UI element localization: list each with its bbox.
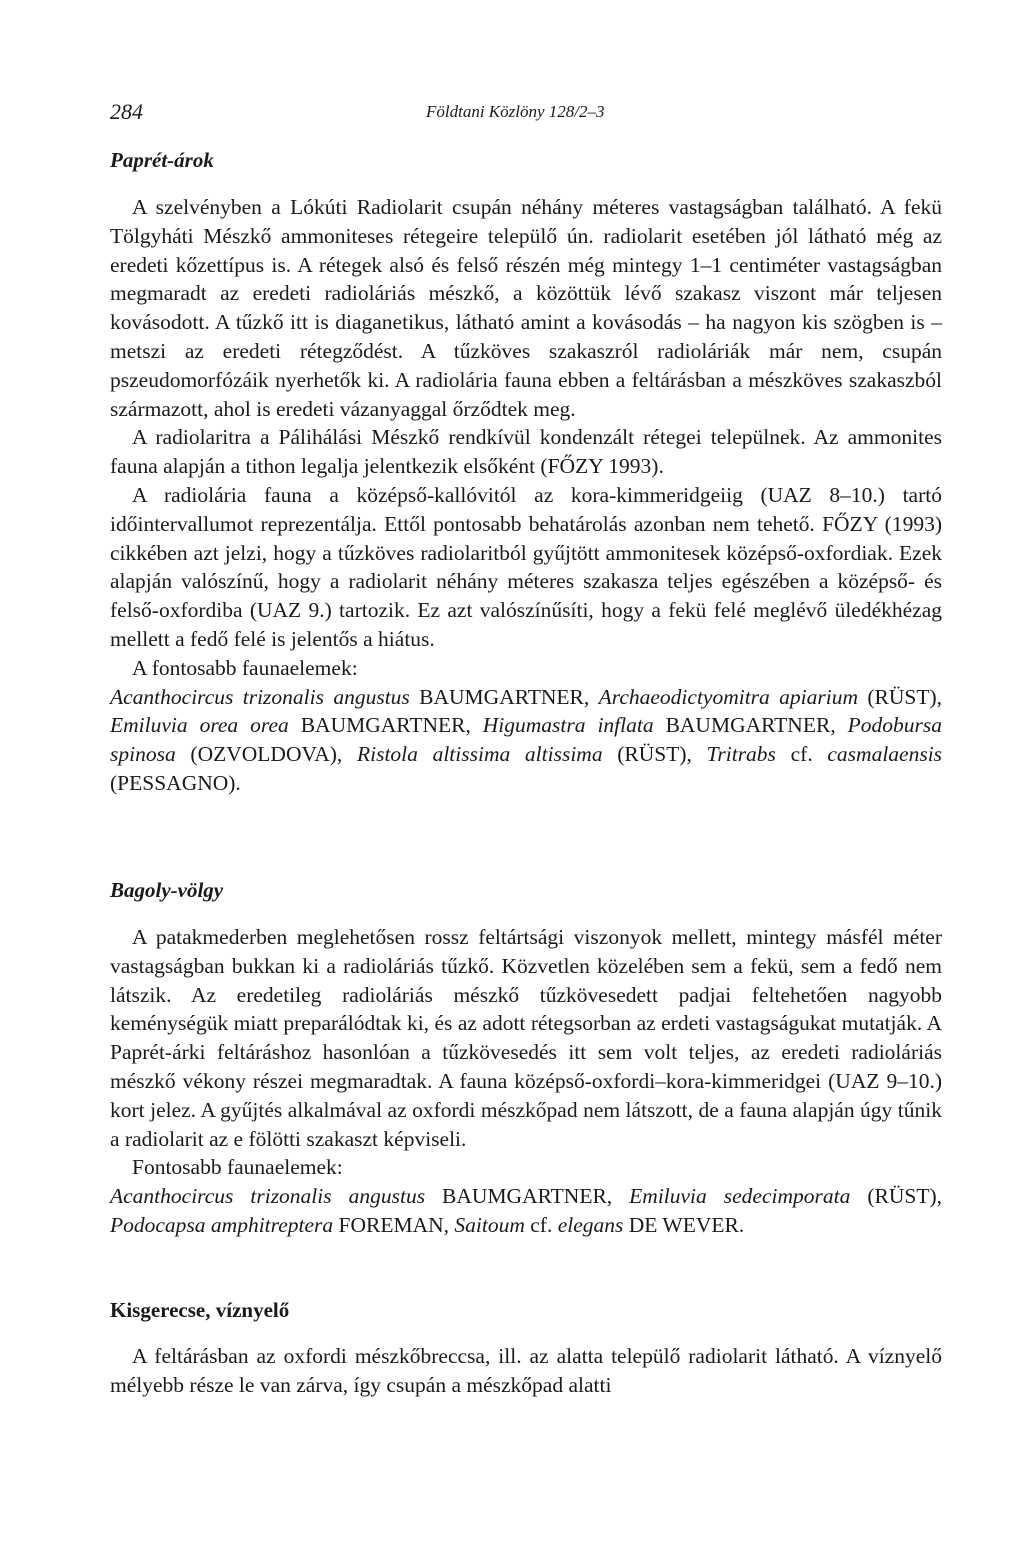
species-author: BAUMGARTNER xyxy=(419,684,584,709)
paragraph: Fontosabb faunaelemek: xyxy=(132,1155,343,1180)
species-name: casmalaensis xyxy=(827,742,943,767)
journal-title: Földtani Közlöny 128/2–3 xyxy=(426,102,605,121)
species-author: (RÜST) xyxy=(617,742,687,767)
paragraph: A patakmederben meglehetősen rossz feltártsági viszonyok mellett, mintegy másfél méter vastagságban bukkan ki a radioláriás tűzkő. Közvetlen közelében sem a fekü, sem a fedő nem látszik. Az eredetileg radioláriás mészkő tűzkövesedett padjai feltehetően nagyobb keménységük miatt preparálódtak ki, és az adott rétegsorban az erdeti vastagságukat mutatják. A Paprét-árki feltáráshoz hasonlóan a tűzkövesedés itt sem volt teljes, az eredeti radioláriás mészkő vékony részei megmaradtak. A fauna középső-oxfordi–kora-kimmeridgei (UAZ 9–10.) kort jelez. A gyűjtés alkalmával az oxfordi mészkőpad nem látszott, de a fauna alapján úgy tűnik a radiolarit az e fölötti szakaszt képviseli. xyxy=(110,925,942,1151)
section-heading-papret-arok: Paprét-árok xyxy=(110,148,214,172)
fauna-list: Acanthocircus trizonalis angustus BAUMGARTNER, Emiluvia sedecimporata (RÜST), Podocapsa amphitreptera FOREMAN, Saitoum cf. elegans DE WEVER. xyxy=(110,1184,942,1237)
species-author: FOREMAN xyxy=(338,1212,444,1237)
species-author: (RÜST) xyxy=(867,1184,937,1209)
species-author: BAUMGARTNER xyxy=(442,1184,607,1209)
species-name: Acanthocircus trizonalis angustus xyxy=(110,684,410,709)
species-author: BAUMGARTNER xyxy=(300,713,466,738)
paragraph: A fontosabb faunaelemek: xyxy=(132,655,358,680)
fauna-list: Acanthocircus trizonalis angustus BAUMGARTNER, Archaeodictyomitra apiarium (RÜST), Emiluvia orea orea BAUMGARTNER, Higumastra inflata BAUMGARTNER, Podobursa spinosa (OZVOLDOVA), Ristola altissima altissima (RÜST), Tritrabs cf. casmalaensis (PESSAGNO). xyxy=(110,684,943,795)
page-number: 284 xyxy=(110,99,143,124)
species-name: Acanthocircus trizonalis angustus xyxy=(110,1184,426,1209)
species-name: Higumastra inflata xyxy=(482,713,654,738)
species-name: elegans xyxy=(557,1212,624,1237)
paragraph: A radiolária fauna a középső-kallóvitól az kora-kimmeridgeiig (UAZ 8–10.) tartó időintervallumot reprezentálja. Ettől pontosabb behatárolás azonban nem tehető. FŐZY (1993) cikkében azt jelzi, hogy a tűzköves radiolaritból gyűjtött ammonitesek középső-oxfordiak. Ezek alapján valószínű, hogy a radiolarit néhány méteres szakasza teljes egészében a középső- és felső-oxfordiba (UAZ 9.) tartozik. Ez azt valószínűsíti, hogy a fekü felé meglévő üledékhézag mellett a fedő felé is jelentős a hiátus. xyxy=(110,482,942,651)
species-author: (OZVOLDOVA) xyxy=(190,742,337,767)
section-heading-kisgerecse: Kisgerecse, víznyelő xyxy=(110,1298,290,1322)
section-heading-bagoly-volgy: Bagoly-völgy xyxy=(110,878,224,902)
paragraph: A feltárásban az oxfordi mészkőbreccsa, ill. az alatta települő radiolarit látható. A víznyelő mélyebb része le van zárva, így csupán a mészkőpad alatti xyxy=(110,1344,942,1397)
species-author: (RÜST) xyxy=(867,684,937,709)
species-name: Archaeodictyomitra apiarium xyxy=(598,684,858,709)
section-body-kisgerecse xyxy=(110,1342,942,1400)
species-name: Emiluvia orea orea xyxy=(110,713,289,738)
species-name: Podobursa spinosa xyxy=(110,713,943,767)
paragraph: A radiolaritra a Pálihálási Mészkő rendkívül kondenzált rétegei települnek. Az ammonites fauna alapján a tithon legalja jelentkezik elsőként (FŐZY 1993). xyxy=(110,425,942,479)
section-body-papret-arok xyxy=(110,193,942,798)
species-name: Ristola altissima altissima xyxy=(356,742,603,767)
species-author: (PESSAGNO). xyxy=(110,770,241,795)
paragraph: A szelvényben a Lókúti Radiolarit csupán néhány méteres vastagságban található. A fekü Tölgyháti Mészkő ammoniteses rétegeire települő ún. radiolarit esetében jól látható még az eredeti kőzettípus is. A rétegek alsó és felső részén még mintegy 1–1 centiméter vastagságban megmaradt az eredeti radioláriás mészkő, a közöttük lévő szakasz viszont már teljesen kovásodott. A tűzkő itt is diaganetikus, látható amint a kovásodás – ha nagyon kis szögben is – metszi az eredeti rétegződést. A tűzköves szakaszról radioláriák már nem, csupán pszeudomorfózáik nyerhetők ki. A radiolária fauna ebben a feltárásban a mészköves szakaszból származott, ahol is eredeti vázanyaggal őrződtek meg. xyxy=(110,195,942,421)
species-qualifier: cf. xyxy=(790,742,813,767)
species-qualifier: cf. xyxy=(530,1212,553,1237)
species-author: BAUMGARTNER xyxy=(665,713,831,738)
species-name: Emiluvia sedecimporata xyxy=(629,1184,851,1209)
species-name: Podocapsa amphitreptera xyxy=(110,1212,334,1237)
species-name: Saitoum xyxy=(454,1212,525,1237)
section-body-bagoly-volgy xyxy=(110,923,942,1240)
species-name: Tritrabs xyxy=(706,742,776,767)
page-header xyxy=(110,99,940,129)
species-author: DE WEVER. xyxy=(628,1212,745,1237)
